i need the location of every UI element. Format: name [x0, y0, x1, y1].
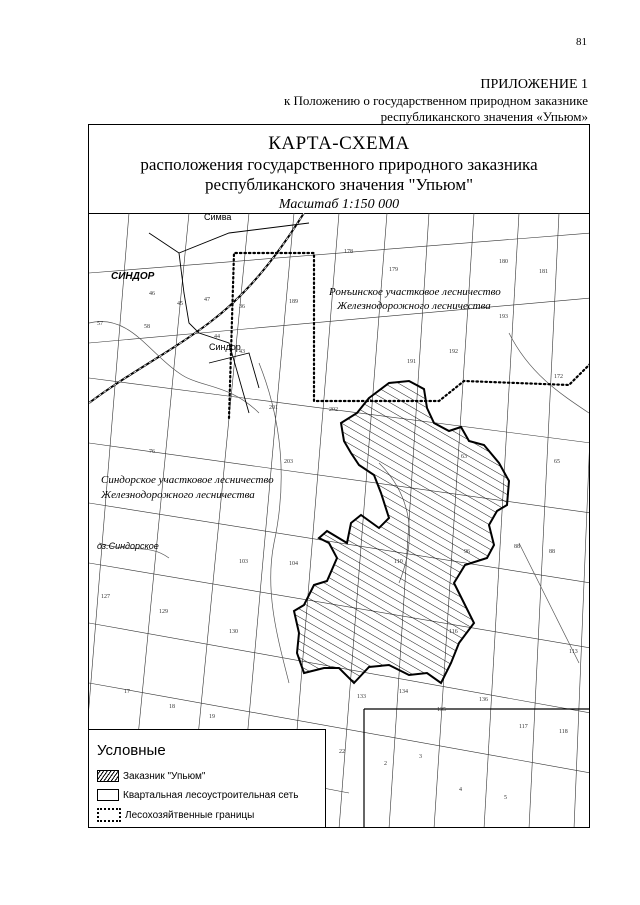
quarter-label: 2: [384, 761, 387, 767]
quarter-label: 44: [214, 334, 220, 340]
legend-item-label: Квартальная лесоустроительная сеть: [123, 789, 299, 801]
quarter-label: 96: [464, 549, 470, 555]
quarter-label: 129: [159, 609, 168, 615]
legend-item-quarter-grid: [97, 789, 298, 801]
map-scale: Масштаб 1:150 000: [278, 197, 400, 212]
quarter-label: 65: [554, 459, 560, 465]
quarter-label: 113: [569, 649, 578, 655]
forestry-ronya-line2: Железнодорожного лесничества: [337, 300, 491, 312]
quarter-label: 118: [559, 729, 568, 735]
legend-title: Условные: [97, 742, 166, 759]
quarter-label: 181: [539, 269, 548, 275]
forestry-sindor-line2: Железнодорожного лесничества: [101, 489, 255, 501]
quarter-label: 46: [149, 291, 155, 297]
quarter-label: 110: [394, 559, 403, 565]
place-lake: оз.Синдорское: [97, 541, 159, 551]
legend: [89, 729, 326, 828]
quarter-label: 103: [239, 559, 248, 565]
map-subtitle-1: расположения государственного природного заказника: [140, 155, 538, 174]
quarter-label: 17: [124, 689, 130, 695]
quarter-label: 203: [284, 459, 293, 465]
quarter-label: 178: [344, 249, 353, 255]
quarter-label: 192: [449, 349, 458, 355]
place-sindor: Синдор: [209, 342, 241, 352]
block-lines: [364, 709, 590, 828]
appendix-subtitle-1: к Положению о государственном природном заказнике: [283, 93, 588, 108]
quarter-label: 88: [514, 544, 520, 550]
quarter-label: 116: [449, 629, 458, 635]
quarter-label: 47: [204, 297, 210, 303]
legend-item-label: Лесохозяйтвенные границы: [125, 809, 255, 821]
quarter-label: 189: [289, 299, 298, 305]
quarter-label: 63: [461, 454, 467, 460]
place-simva: Симва: [204, 213, 232, 222]
reserve-upyum: [294, 381, 509, 683]
dotted-swatch-icon: [97, 808, 121, 822]
hatch-swatch-icon: [97, 770, 119, 782]
quarter-label: 45: [177, 301, 183, 307]
quarter-label: 36: [239, 304, 245, 310]
quarter-label: 202: [329, 407, 338, 413]
quarter-numbers: [97, 249, 578, 801]
map-subtitle-2: республиканского значения "Упьюм": [204, 175, 474, 194]
roads: [149, 223, 309, 413]
quarter-label: 180: [499, 259, 508, 265]
quarter-label: 179: [389, 267, 398, 273]
quarter-label: 43: [239, 349, 245, 355]
quarter-label: 104: [289, 561, 298, 567]
quarter-label: 127: [101, 594, 110, 600]
quarter-label: 76: [149, 449, 155, 455]
place-sindor-town: СИНДОР: [111, 271, 155, 282]
quarter-label: 136: [479, 697, 488, 703]
quarter-label: 88: [549, 549, 555, 555]
appendix-subtitle-2: республиканского значения «Упьюм»: [380, 109, 588, 124]
quarter-label: 19: [209, 714, 215, 720]
map-title-box: [89, 125, 589, 214]
quarter-label: 117: [519, 724, 528, 730]
quarter-label: 22: [339, 749, 345, 755]
legend-item-boundary: [97, 808, 254, 822]
page-number: 81: [576, 36, 587, 48]
forestry-ronya-line1: Ронъинское участковое лесничество: [329, 286, 501, 298]
appendix-title: ПРИЛОЖЕНИЕ 1: [480, 77, 588, 92]
quarter-label: 5: [504, 795, 507, 801]
quarter-label: 135: [437, 707, 446, 713]
quarter-label: 3: [419, 754, 422, 760]
quarter-label: 130: [229, 629, 238, 635]
quarter-label: 191: [407, 359, 416, 365]
forestry-sindor-line1: Синдорское участковое лесничество: [101, 474, 274, 486]
quarter-label: 134: [399, 689, 408, 695]
map-title: КАРТА-СХЕМА: [268, 133, 410, 154]
quarter-label: 4: [459, 787, 462, 793]
legend-item-reserve: [97, 770, 205, 782]
quarter-label: 58: [144, 324, 150, 330]
quarter-label: 201: [269, 405, 278, 411]
quarter-label: 57: [97, 321, 103, 327]
legend-item-label: Заказник "Упьюм": [123, 770, 206, 782]
quarter-label: 172: [554, 374, 563, 380]
quarter-label: 193: [499, 314, 508, 320]
box-swatch-icon: [97, 789, 119, 801]
quarter-label: 18: [169, 704, 175, 710]
map-frame: [88, 124, 590, 828]
quarter-label: 133: [357, 694, 366, 700]
